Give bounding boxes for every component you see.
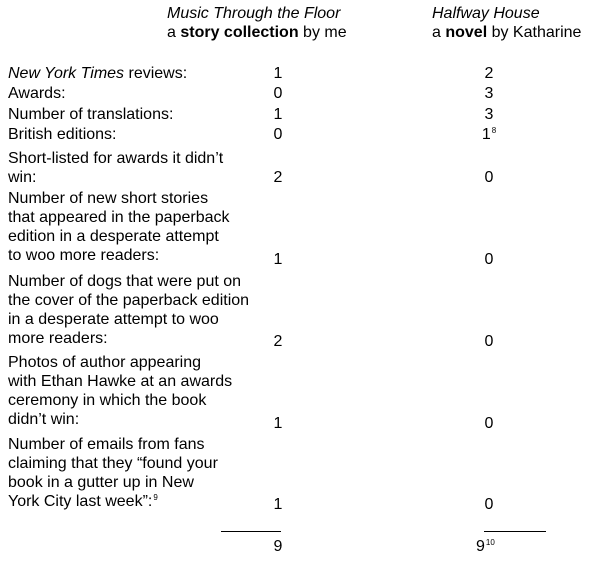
total-rule-book1 <box>221 531 281 532</box>
row-value-book1: 1 <box>273 251 283 268</box>
row-value-book2: 0 <box>484 251 494 268</box>
book1-title: Music Through the Floor <box>167 5 341 22</box>
row-value-book2: 0 <box>484 169 494 186</box>
row-label-nyt-reviews: New York Times reviews: <box>8 65 188 82</box>
row-value-book2: 1$^8$ <box>481 125 497 143</box>
row-value-book1: 1 <box>273 415 283 432</box>
row-label-dogs-on-cover: Number of dogs that were put on the cover of the paperback edition in a desperate attempt to woo more readers: <box>8 273 250 347</box>
row-label-fan-emails: Number of emails from fans claiming that they “found your book in a gutter up in New York City last week”:$^9$ <box>8 436 218 510</box>
row-value-book2: 2 <box>484 65 494 82</box>
row-value-book1: 1 <box>273 106 283 123</box>
row-value-book1: 0 <box>273 126 283 143</box>
row-label-british-editions: British editions: <box>8 126 117 143</box>
footnote-marker: 10 <box>485 537 495 547</box>
total-book1: 9 <box>273 538 283 555</box>
book2-title: Halfway House <box>432 5 540 22</box>
book2-header <box>432 4 581 42</box>
book2-genre: novel <box>445 24 488 41</box>
row-value-book1: 1 <box>273 496 283 513</box>
book2-subtitle: a novel by Katharine <box>432 24 582 41</box>
footnote-marker: 8 <box>491 125 497 135</box>
row-label-new-stories: Number of new short stories that appeared in the paperback edition in a desperate attempt to woo more readers: <box>8 190 230 264</box>
row-label-translations: Number of translations: <box>8 106 174 123</box>
row-value-book2: 0 <box>484 415 494 432</box>
book1-header <box>167 4 347 42</box>
row-label-shortlisted: Short-listed for awards it didn’t win: <box>8 150 224 186</box>
row-value-book2: 0 <box>484 333 494 350</box>
row-label-author-photos: Photos of author appearing with Ethan Hawke at an awards ceremony in which the book didn’t win: <box>8 354 233 428</box>
book1-subtitle: a story collection by me <box>167 24 347 41</box>
row-value-book1: 1 <box>273 65 283 82</box>
total-book2: 9$^{10}$ <box>476 537 495 555</box>
row-value-book1: 2 <box>273 333 283 350</box>
book1-genre: story collection <box>180 24 299 41</box>
total-rule-book2 <box>484 531 546 532</box>
row-value-book2: 3 <box>484 106 494 123</box>
row-label-awards: Awards: <box>8 85 66 102</box>
row-value-book1: 2 <box>273 169 283 186</box>
row-value-book2: 0 <box>484 496 494 513</box>
footnote-marker: 9 <box>153 492 158 502</box>
row-value-book2: 3 <box>484 85 494 102</box>
row-value-book1: 0 <box>273 85 283 102</box>
